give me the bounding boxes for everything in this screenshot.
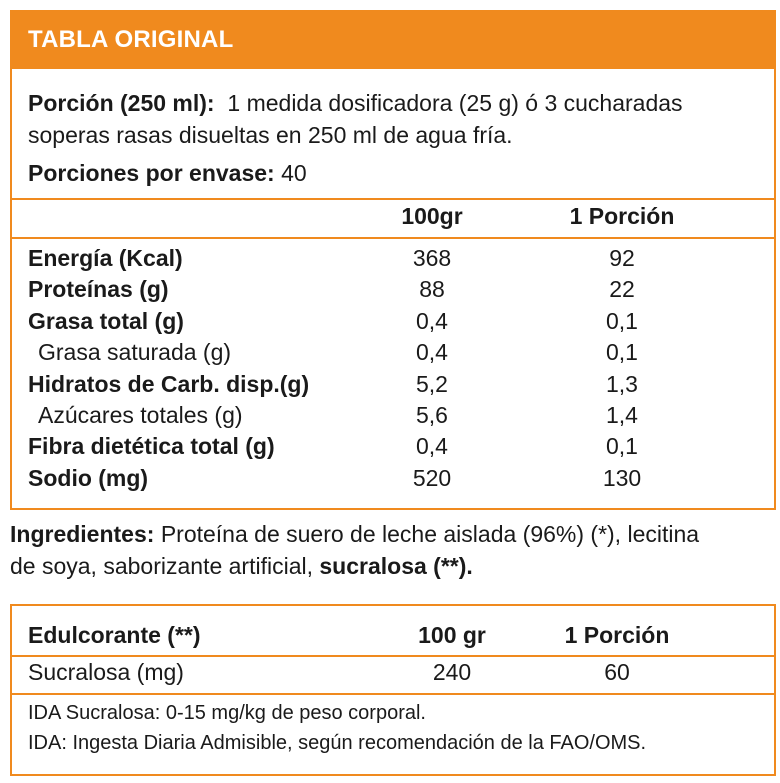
divider bbox=[12, 237, 774, 239]
nutrient-value-100gr: 5,6 bbox=[416, 402, 448, 428]
divider bbox=[12, 693, 774, 695]
sweetener-panel bbox=[10, 604, 776, 776]
serving-text-1: 1 medida dosificadora (25 g) ó 3 cucharadas bbox=[227, 90, 683, 116]
nutrient-value-portion: 0,1 bbox=[606, 339, 638, 366]
nutrient-name: Sodio (mg) bbox=[28, 464, 149, 491]
ingredients-text-2: de soya, saborizante artificial, bbox=[10, 553, 313, 579]
nutrient-name: Fibra dietética total (g) bbox=[28, 433, 275, 460]
nutrient-value-100gr: 0,4 bbox=[416, 307, 448, 334]
servings-per-container bbox=[28, 157, 307, 189]
ingredients-highlight: sucralosa (**). bbox=[319, 553, 473, 579]
nutrient-name: Azúcares totales (g) bbox=[38, 402, 243, 428]
nutrient-value-portion: 92 bbox=[609, 245, 635, 271]
ingredients-label: Ingredientes: bbox=[10, 521, 155, 547]
header-bar bbox=[12, 12, 774, 69]
nutrient-value-100gr: 368 bbox=[412, 245, 452, 271]
serving-label: Porción (250 ml): bbox=[28, 90, 215, 116]
sucralose-100gr: 240 bbox=[432, 659, 472, 685]
ingredients-section bbox=[10, 518, 770, 582]
nutrient-value-portion: 1,3 bbox=[606, 370, 638, 397]
serving-line-1 bbox=[28, 87, 683, 119]
sucralose-label: Sucralosa (mg) bbox=[28, 659, 184, 685]
col-header-100gr: 100gr bbox=[401, 203, 463, 229]
serving-text-2: soperas rasas disueltas en 250 ml de agua fría. bbox=[28, 122, 513, 148]
servings-per-container-label: Porciones por envase: bbox=[28, 160, 275, 186]
nutrient-value-portion: 1,4 bbox=[606, 402, 638, 428]
table-title: TABLA ORIGINAL bbox=[28, 26, 234, 53]
col-header-portion: 1 Porción bbox=[569, 203, 675, 229]
sweetener-col-100gr: 100 gr bbox=[418, 622, 486, 648]
nutrient-value-portion: 130 bbox=[602, 464, 642, 491]
sweetener-header-label: Edulcorante (**) bbox=[28, 622, 201, 648]
ingredients-text-1: Proteína de suero de leche aislada (96%) (*), lecitina bbox=[160, 521, 700, 547]
sweetener-col-portion: 1 Porción bbox=[564, 622, 670, 648]
nutrient-value-portion: 0,1 bbox=[606, 433, 638, 460]
nutrient-value-portion: 22 bbox=[609, 276, 635, 303]
nutrient-name: Energía (Kcal) bbox=[28, 245, 183, 271]
ingredients-line-1 bbox=[10, 518, 770, 550]
servings-per-container-value: 40 bbox=[281, 160, 307, 186]
nutrient-value-100gr: 88 bbox=[419, 276, 445, 303]
nutrient-name: Grasa total (g) bbox=[28, 307, 184, 334]
ida-note-2: IDA: Ingesta Diaria Admisible, según recomendación de la FAO/OMS. bbox=[28, 732, 647, 754]
nutrient-name: Grasa saturada (g) bbox=[38, 339, 232, 366]
nutrient-value-100gr: 5,2 bbox=[416, 370, 448, 397]
ida-note-1: IDA Sucralosa: 0-15 mg/kg de peso corporal. bbox=[28, 702, 426, 724]
nutrient-value-100gr: 0,4 bbox=[416, 433, 448, 460]
nutrient-value-portion: 0,1 bbox=[606, 307, 638, 334]
nutrient-name: Hidratos de Carb. disp.(g) bbox=[28, 370, 310, 397]
nutrient-value-100gr: 520 bbox=[412, 464, 452, 491]
sucralose-portion: 60 bbox=[604, 659, 630, 685]
nutrient-value-100gr: 0,4 bbox=[416, 339, 448, 366]
ingredients-line-2 bbox=[10, 550, 770, 582]
nutrient-name: Proteínas (g) bbox=[28, 276, 169, 303]
nutrition-facts-panel bbox=[10, 10, 776, 510]
